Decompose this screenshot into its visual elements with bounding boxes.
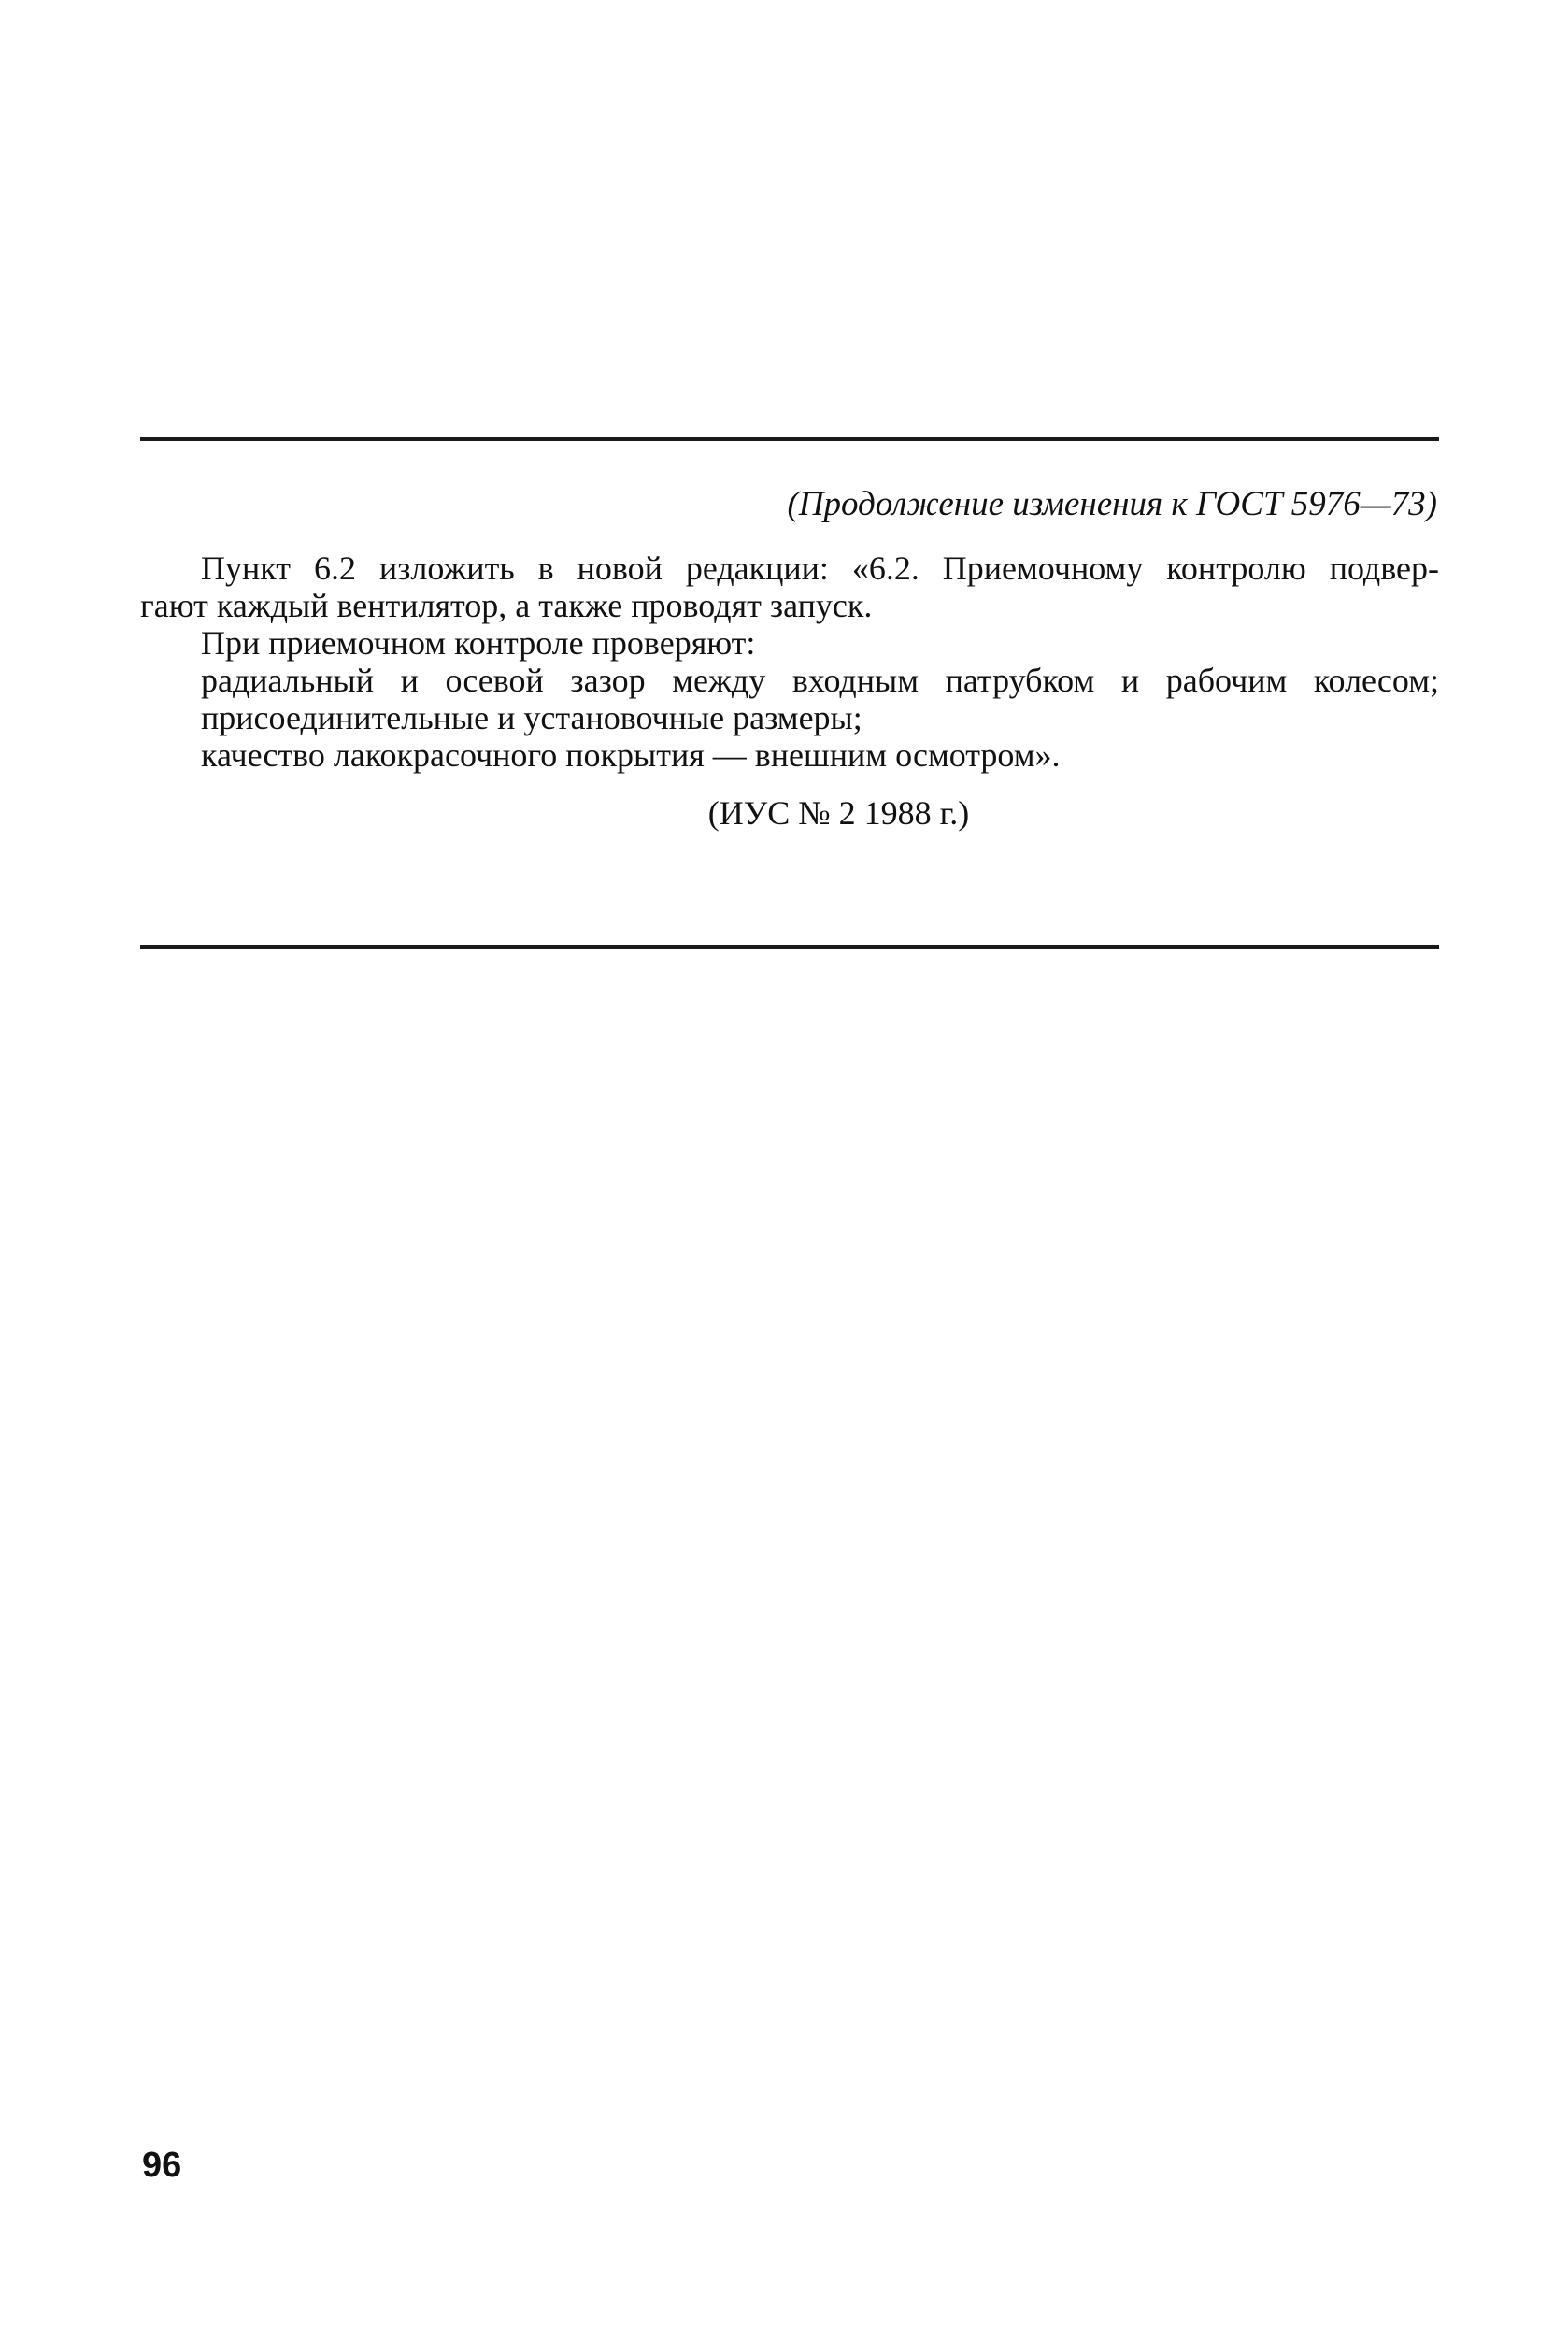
page-number: 96 — [142, 2146, 182, 2185]
continuation-note: (Продолжение изменения к ГОСТ 5976—73) — [787, 485, 1437, 523]
paragraph-line-1: Пункт 6.2 изложить в новой редакции: «6.2. Приемочному контролю подвер- — [201, 549, 1439, 587]
paragraph-line-3: При приемочном контроле проверяют: — [201, 624, 756, 662]
bottom-divider — [140, 945, 1439, 949]
source-reference: (ИУС № 2 1988 г.) — [707, 794, 970, 832]
paragraph-line-6: качество лакокрасочного покрытия — внешним осмотром». — [201, 736, 1061, 774]
paragraph-line-5: присоединительные и установочные размеры; — [201, 699, 862, 736]
top-divider — [140, 437, 1439, 441]
paragraph-line-4: радиальный и осевой зазор между входным патрубком и рабочим колесом; — [201, 662, 1439, 699]
paragraph-line-2: гают каждый вентилятор, а также проводят запуск. — [140, 587, 873, 624]
amendment-text-block — [140, 485, 1439, 832]
